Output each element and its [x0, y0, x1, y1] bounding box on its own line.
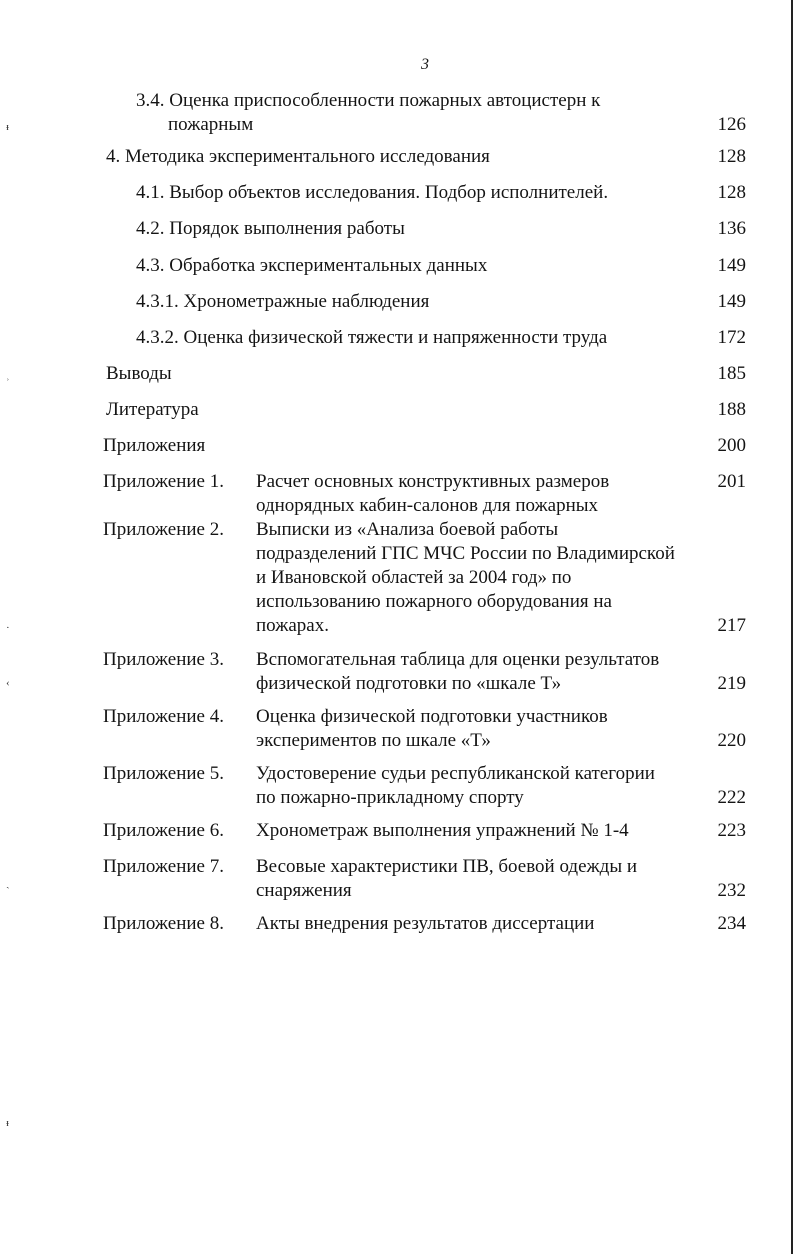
scan-speck: ‹: [6, 677, 10, 689]
scan-speck: ·: [6, 622, 10, 634]
toc-entry-page: 128: [717, 182, 746, 203]
toc-entry-page: 136: [717, 218, 746, 239]
appendix-desc-line: Весовые характеристики ПВ, боевой одежды и: [256, 856, 638, 877]
toc-entry-page: 185: [717, 363, 746, 384]
appendix-page: 220: [717, 730, 746, 751]
appendix-label: Приложение 4.: [103, 706, 224, 727]
toc-entry-title: 4.3.2. Оценка физической тяжести и напряженности труда: [136, 327, 608, 348]
appendix-desc-line: по пожарно-прикладному спорту: [256, 787, 524, 808]
appendix-label: Приложение 7.: [103, 856, 224, 877]
appendix-desc-line: Хронометраж выполнения упражнений № 1-4: [256, 820, 629, 841]
appendix-page: 219: [717, 673, 746, 694]
toc-entry-title: Литература: [106, 399, 199, 420]
appendix-desc-line: Удостоверение судьи республиканской категории: [256, 763, 655, 784]
appendix-desc-line: физической подготовки по «шкале Т»: [256, 673, 562, 694]
scan-speck: ᵻ: [6, 1117, 10, 1129]
toc-entry-title: 4. Методика экспериментального исследования: [106, 146, 490, 167]
scan-speck: ᵻ: [6, 121, 10, 133]
appendix-desc-line: Расчет основных конструктивных размеров: [256, 471, 610, 492]
appendix-page: 201: [717, 471, 746, 492]
toc-entry-title-line: 3.4. Оценка приспособленности пожарных автоцистерн к: [136, 90, 601, 111]
appendix-desc-line: экспериментов по шкале «Т»: [256, 730, 491, 751]
appendix-desc-line: пожарах.: [256, 615, 329, 636]
toc-entry-page: 128: [717, 146, 746, 167]
appendix-page: 223: [717, 820, 746, 841]
toc-entry-title-line: пожарным: [168, 114, 254, 135]
appendix-desc-line: однорядных кабин-салонов для пожарных: [256, 495, 599, 516]
toc-entry-page: 149: [717, 255, 746, 276]
page-number: 3: [421, 56, 429, 73]
appendix-label: Приложение 2.: [103, 519, 224, 540]
appendix-page: 234: [717, 913, 746, 934]
appendix-desc-line: и Ивановской областей за 2004 год» по: [256, 567, 572, 588]
toc-entry-page: 126: [717, 114, 746, 135]
toc-entry-title: 4.1. Выбор объектов исследования. Подбор исполнителей.: [136, 182, 609, 203]
appendix-desc-line: подразделений ГПС МЧС России по Владимирской: [256, 543, 675, 564]
appendix-label: Приложение 1.: [103, 471, 224, 492]
appendix-desc-line: Выписки из «Анализа боевой работы: [256, 519, 559, 540]
appendix-page: 232: [717, 880, 746, 901]
appendix-label: Приложение 5.: [103, 763, 224, 784]
scan-border-line: [791, 0, 793, 1254]
toc-entry-page: 188: [717, 399, 746, 420]
toc-entry-title: 4.3.1. Хронометражные наблюдения: [136, 291, 430, 312]
toc-entry-title: Приложения: [103, 435, 206, 456]
scan-speck: ʾ: [6, 377, 10, 389]
appendix-desc-line: Оценка физической подготовки участников: [256, 706, 608, 727]
appendix-label: Приложение 6.: [103, 820, 224, 841]
toc-entry-page: 149: [717, 291, 746, 312]
appendix-desc-line: использованию пожарного оборудования на: [256, 591, 612, 612]
toc-entry-title: 4.3. Обработка экспериментальных данных: [136, 255, 488, 276]
appendix-desc-line: Вспомогательная таблица для оценки результатов: [256, 649, 660, 670]
toc-entry-page: 200: [717, 435, 746, 456]
appendix-desc-line: снаряжения: [256, 880, 352, 901]
scan-speck: ˎ: [6, 877, 10, 889]
toc-entry-title: Выводы: [106, 363, 172, 384]
toc-entry-page: 172: [717, 327, 746, 348]
appendix-label: Приложение 8.: [103, 913, 224, 934]
appendix-desc-line: Акты внедрения результатов диссертации: [256, 913, 595, 934]
appendix-page: 222: [717, 787, 746, 808]
appendix-label: Приложение 3.: [103, 649, 224, 670]
appendix-page: 217: [717, 615, 746, 636]
toc-entry-title: 4.2. Порядок выполнения работы: [136, 218, 405, 239]
